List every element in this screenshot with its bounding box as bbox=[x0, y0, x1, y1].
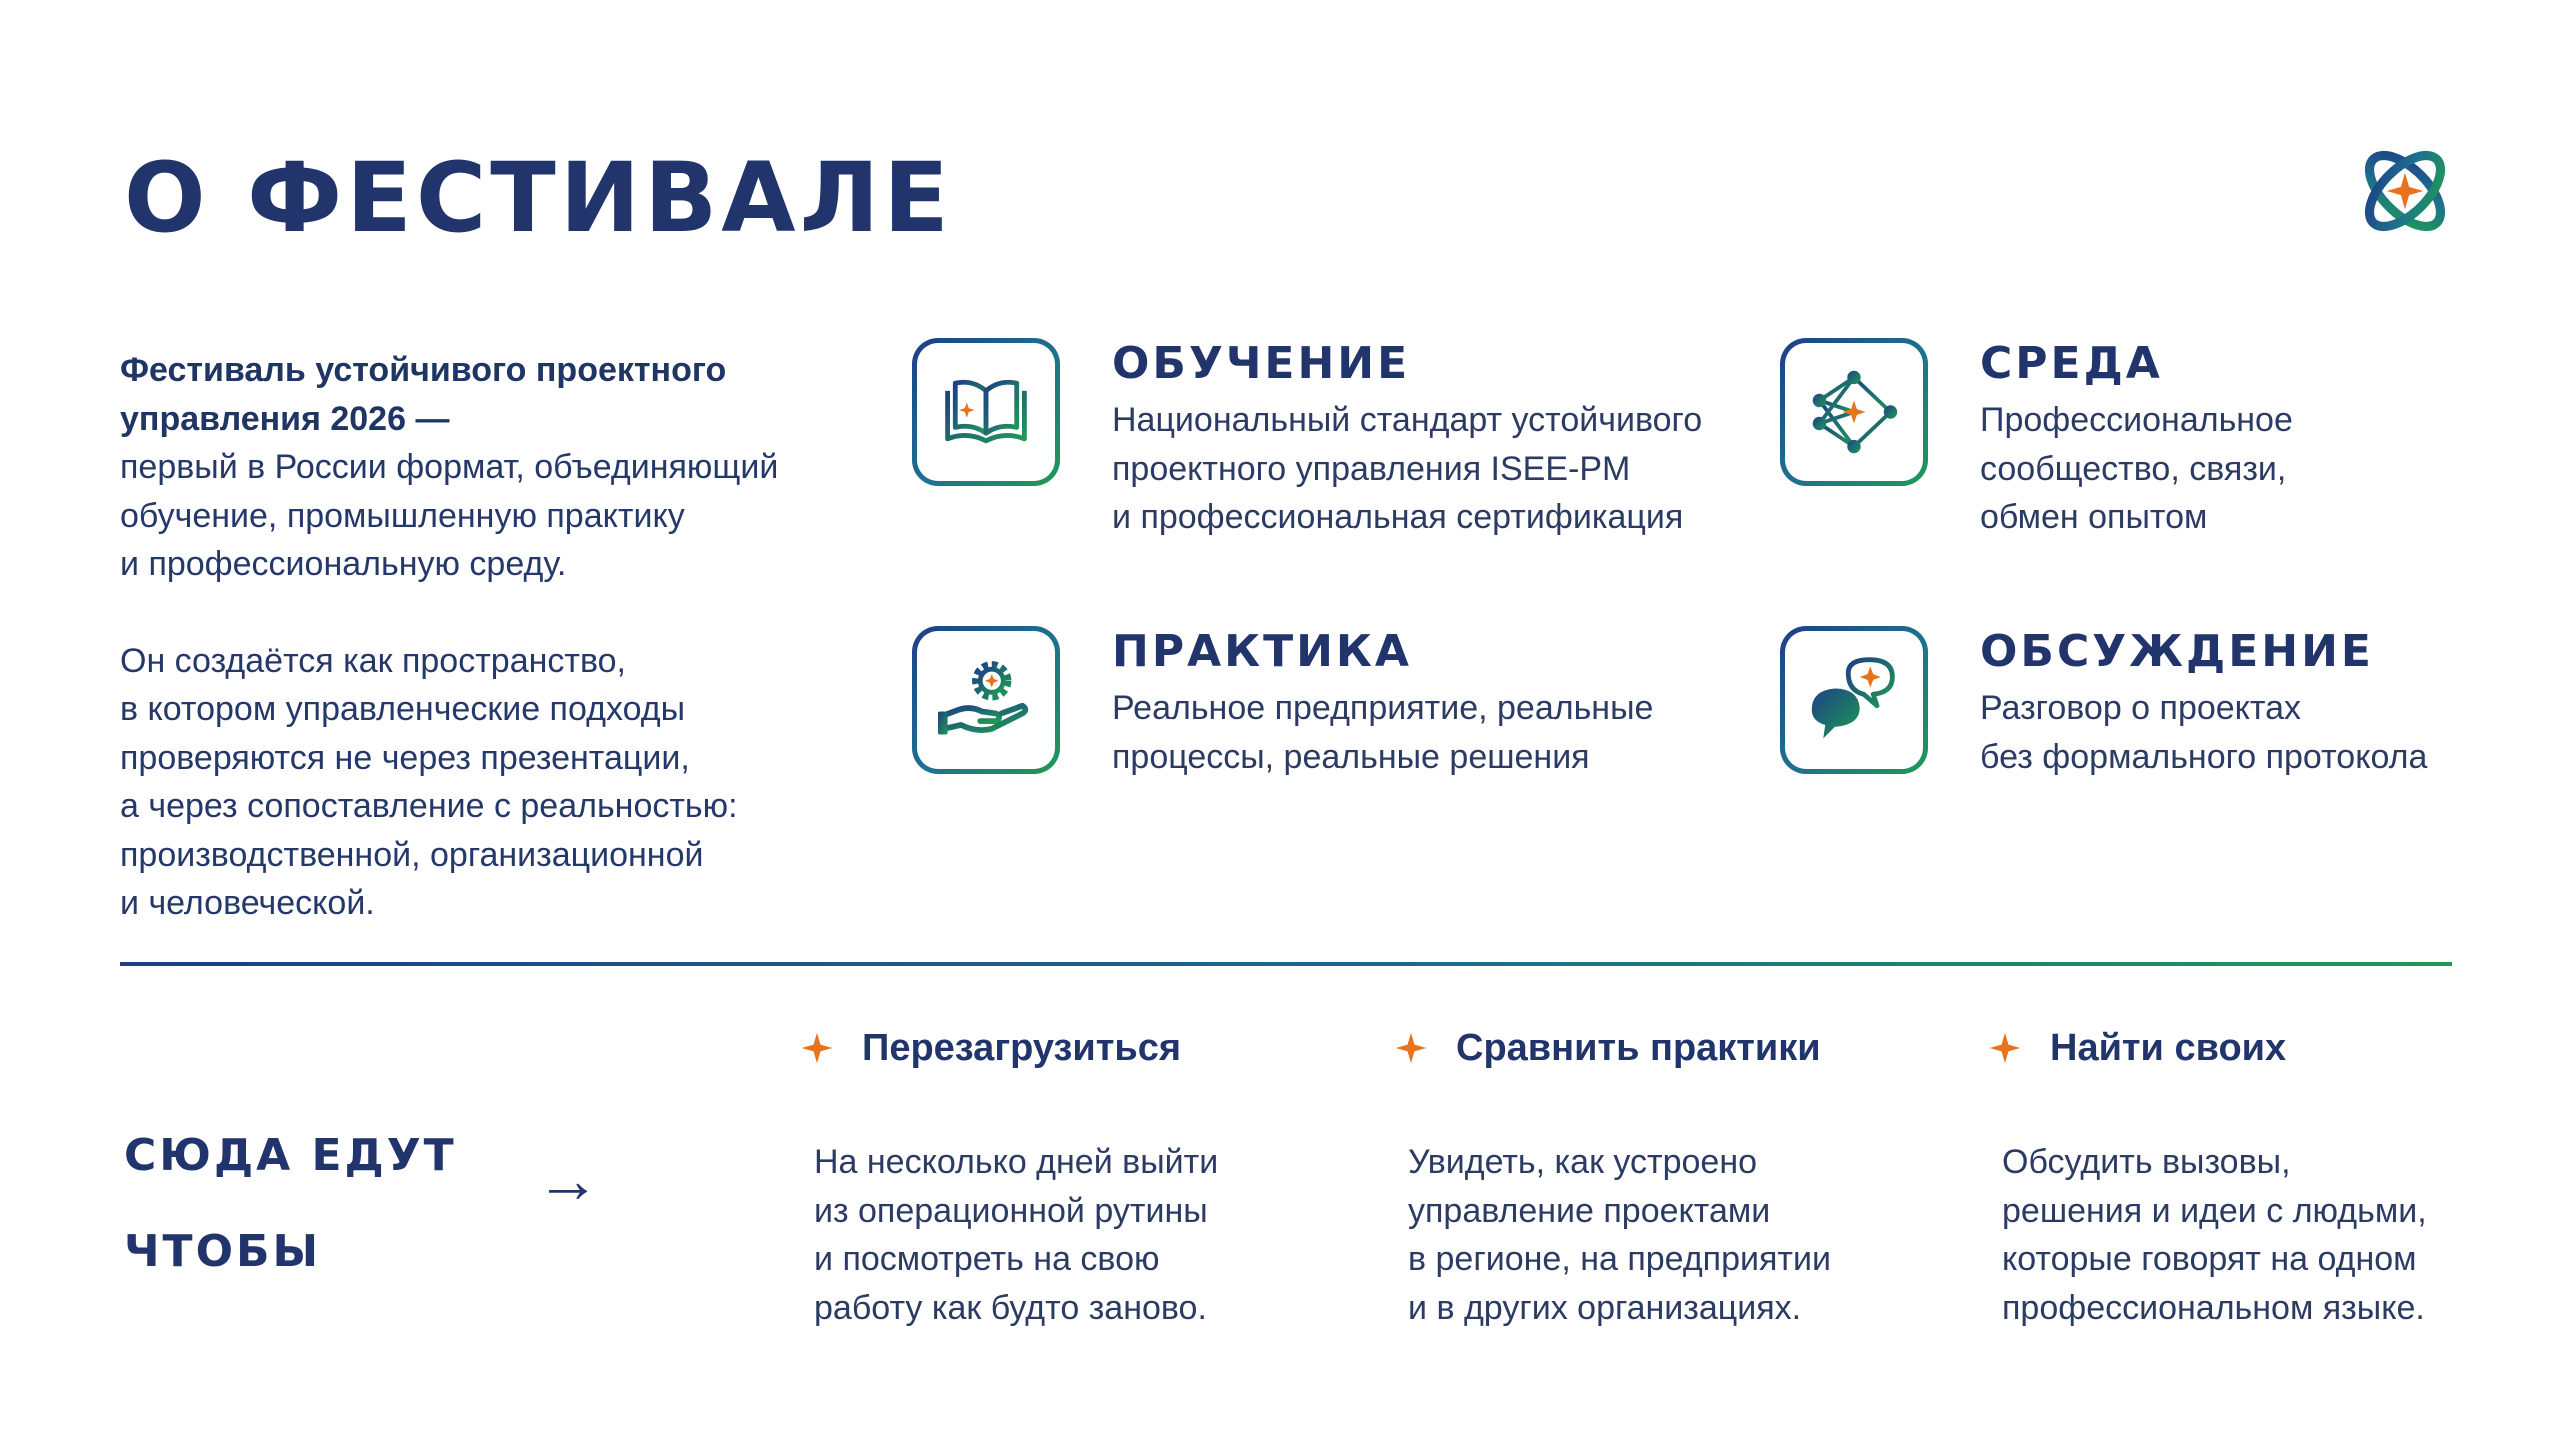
feature-title: ПРАКТИКА bbox=[1112, 626, 1412, 677]
reason-line: управление проектами bbox=[1408, 1191, 1771, 1230]
reason-item bbox=[1988, 1020, 2508, 1332]
why-line: СЮДА ЕДУТ bbox=[124, 1130, 457, 1181]
feature-line: Профессиональное bbox=[1980, 401, 2293, 439]
star-icon bbox=[800, 1031, 834, 1065]
feature-line: и профессиональная сертификация bbox=[1112, 498, 1684, 536]
feature-line: без формального протокола bbox=[1980, 737, 2428, 776]
feature-description bbox=[1980, 396, 2560, 542]
intro-line: и человеческой. bbox=[120, 884, 375, 922]
section-divider bbox=[120, 962, 2452, 966]
reason-title: Найти своих bbox=[2050, 1026, 2287, 1069]
reason-text bbox=[1394, 1138, 1914, 1332]
star-icon bbox=[1988, 1031, 2022, 1065]
reason-line: Обсудить вызовы, bbox=[2002, 1143, 2291, 1181]
feature-icon-box bbox=[912, 338, 1060, 486]
intro-line: производственной, организационной bbox=[120, 835, 704, 874]
feature-title: ОБСУЖДЕНИЕ bbox=[1980, 626, 2374, 677]
reason-text bbox=[1988, 1138, 2508, 1332]
feature-icon-box bbox=[912, 626, 1060, 774]
feature-line: Реальное предприятие, реальные bbox=[1112, 689, 1654, 727]
feature-line: Национальный стандарт устойчивого bbox=[1112, 401, 1703, 439]
reason-line: решения и идеи с людьми, bbox=[2002, 1191, 2427, 1230]
feature-description bbox=[1112, 396, 1752, 542]
feature-icon-box bbox=[1780, 338, 1928, 486]
intro-line: и профессиональную среду. bbox=[120, 545, 567, 583]
reason-item bbox=[800, 1020, 1320, 1332]
feature-icon-box bbox=[1780, 626, 1928, 774]
reason-text bbox=[800, 1138, 1320, 1332]
why-line: ЧТОБЫ bbox=[124, 1226, 322, 1277]
book-icon bbox=[938, 364, 1034, 460]
reason-line: из операционной рутины bbox=[814, 1191, 1208, 1230]
intro-line: обучение, промышленную практику bbox=[120, 496, 685, 535]
intro-line: а через сопоставление с реальностью: bbox=[120, 787, 738, 825]
intro-lead-line: управления 2026 — bbox=[120, 399, 450, 438]
reason-line: и в других организациях. bbox=[1408, 1288, 1802, 1327]
reason-title: Перезагрузиться bbox=[862, 1026, 1182, 1069]
chat-icon bbox=[1806, 652, 1902, 748]
network-icon bbox=[1806, 364, 1902, 460]
feature-line: процессы, реальные решения bbox=[1112, 737, 1590, 776]
feature-title: ОБУЧЕНИЕ bbox=[1112, 338, 1411, 389]
reason-title: Сравнить практики bbox=[1456, 1026, 1821, 1069]
intro-line: Он создаётся как пространство, bbox=[120, 641, 626, 680]
feature-description bbox=[1980, 684, 2560, 781]
feature-line: обмен опытом bbox=[1980, 498, 2208, 536]
reason-line: работу как будто заново. bbox=[814, 1288, 1207, 1327]
reason-line: в регионе, на предприятии bbox=[1408, 1240, 1831, 1278]
star-icon bbox=[1394, 1031, 1428, 1065]
feature-line: проектного управления ISEE-PM bbox=[1112, 449, 1631, 488]
reason-line: и посмотреть на свою bbox=[814, 1240, 1160, 1278]
reason-header bbox=[1988, 1020, 2508, 1076]
arrow-right-icon: → bbox=[536, 1144, 600, 1216]
feature-line: сообщество, связи, bbox=[1980, 449, 2287, 488]
intro-text bbox=[120, 346, 820, 928]
reason-line: Увидеть, как устроено bbox=[1408, 1143, 1757, 1181]
feature-title: СРЕДА bbox=[1980, 338, 2163, 389]
intro-line: проверяются не через презентации, bbox=[120, 738, 690, 777]
reason-item bbox=[1394, 1020, 1914, 1332]
reason-header bbox=[800, 1020, 1320, 1076]
why-heading bbox=[124, 1108, 457, 1300]
gear-hand-icon bbox=[938, 652, 1034, 748]
intro-lead bbox=[120, 346, 820, 443]
reason-line: На несколько дней выйти bbox=[814, 1143, 1219, 1181]
page-title: О ФЕСТИВАЛЕ bbox=[124, 142, 953, 254]
feature-line: Разговор о проектах bbox=[1980, 689, 2302, 727]
intro-paragraph-1 bbox=[120, 443, 820, 589]
feature-description bbox=[1112, 684, 1752, 781]
reason-line: профессиональном языке. bbox=[2002, 1288, 2425, 1327]
reason-line: которые говорят на одном bbox=[2002, 1240, 2417, 1278]
festival-logo-icon bbox=[2354, 140, 2456, 242]
intro-paragraph-2 bbox=[120, 637, 820, 928]
intro-line: первый в России формат, объединяющий bbox=[120, 448, 779, 486]
intro-line: в котором управленческие подходы bbox=[120, 690, 686, 728]
intro-lead-line: Фестиваль устойчивого проектного bbox=[120, 351, 727, 389]
reason-header bbox=[1394, 1020, 1914, 1076]
